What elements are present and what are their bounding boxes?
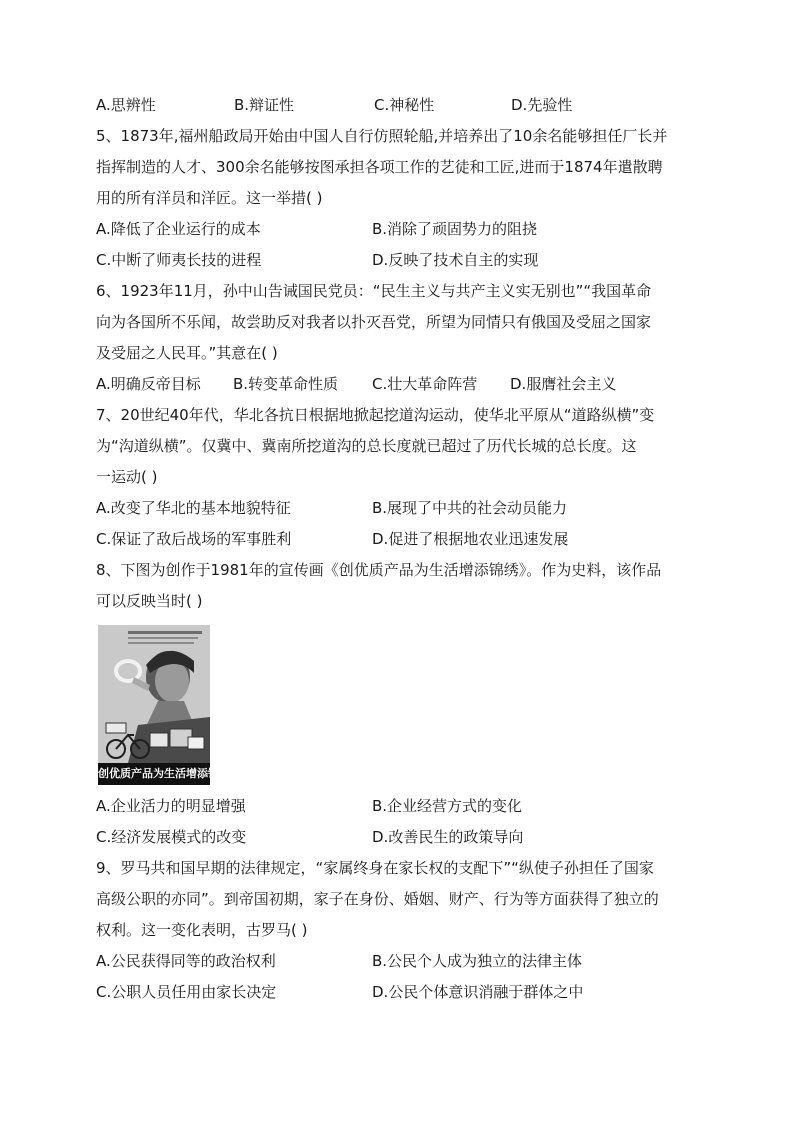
q9-stem-line-1: 9、罗马共和国早期的法律规定，“家属终身在家长权的支配下”“纵使子孙担任了国家 <box>96 859 654 877</box>
q4-option-c[interactable]: C.神秘性 <box>374 96 435 114</box>
q8-option-d[interactable]: D.改善民生的政策导向 <box>372 828 524 846</box>
q7-option-c[interactable]: C.保证了敌后战场的军事胜利 <box>96 530 292 548</box>
poster-caption: 创优质产品为生活增添锦绣 <box>98 763 210 785</box>
question-5 <box>96 121 706 276</box>
question-6 <box>96 276 706 400</box>
q5-stem-line-1: 5、1873年,福州船政局开始由中国人自行仿照轮船,并培养出了10余名能够担任厂长并 <box>96 127 668 145</box>
q7-stem-line-3: 一运动( ) <box>96 468 158 486</box>
q8-options-row-2 <box>96 822 706 853</box>
q8-stem-line-1: 8、下图为创作于1981年的宣传画《创优质产品为生活增添锦绣》。作为史料，该作品 <box>96 561 662 579</box>
q7-options-row-1 <box>96 493 706 524</box>
q4-options <box>96 90 706 121</box>
exam-page <box>96 90 706 1008</box>
q5-options-row-2 <box>96 245 706 276</box>
q5-options-row-1 <box>96 214 706 245</box>
q7-option-a[interactable]: A.改变了华北的基本地貌特征 <box>96 499 291 517</box>
q8-option-a[interactable]: A.企业活力的明显增强 <box>96 797 246 815</box>
q4-option-b[interactable]: B.辩证性 <box>234 96 295 114</box>
q6-stem-line-3: 及受屈之人民耳。”其意在( ) <box>96 344 278 362</box>
q9-options-row-2 <box>96 977 706 1008</box>
q8-option-b[interactable]: B.企业经营方式的变化 <box>372 797 523 815</box>
q9-option-c[interactable]: C.公职人员任用由家长决定 <box>96 983 277 1001</box>
q8-options-row-1 <box>96 791 706 822</box>
question-9 <box>96 853 706 1008</box>
q8-option-c[interactable]: C.经济发展模式的改变 <box>96 828 247 846</box>
q6-options <box>96 369 706 400</box>
question-8 <box>96 555 706 853</box>
q9-option-b[interactable]: B.公民个人成为独立的法律主体 <box>372 952 583 970</box>
poster-illustration <box>98 625 210 785</box>
q6-stem-line-1: 6、1923年11月，孙中山告诫国民党员：“民生主义与共产主义实无别也”“我国革命 <box>96 282 652 300</box>
q4-option-d[interactable]: D.先验性 <box>511 96 573 114</box>
q5-stem-line-2: 指挥制造的人才、300余名能够按图承担各项工作的艺徒和工匠,进而于1874年遣散聘 <box>96 158 663 176</box>
q9-stem-line-3: 权利。这一变化表明，古罗马( ) <box>96 921 308 939</box>
q6-stem-line-2: 向为各国所不乐闻，故尝助反对我者以扑灭吾党，所望为同情只有俄国及受屈之国家 <box>96 313 652 331</box>
propaganda-poster-image <box>98 625 230 785</box>
q5-option-a[interactable]: A.降低了企业运行的成本 <box>96 220 261 238</box>
question-7 <box>96 400 706 555</box>
q7-option-d[interactable]: D.促进了根据地农业迅速发展 <box>372 530 569 548</box>
q5-option-b[interactable]: B.消除了顽固势力的阻挠 <box>372 220 538 238</box>
q7-stem-line-2: 为“沟道纵横”。仅冀中、冀南所挖道沟的总长度就已超过了历代长城的总长度。这 <box>96 437 637 455</box>
q6-option-b[interactable]: B.转变革命性质 <box>233 375 339 393</box>
q5-stem-line-3: 用的所有洋员和洋匠。这一举措( ) <box>96 189 323 207</box>
q9-options-row-1 <box>96 946 706 977</box>
q8-stem-line-2: 可以反映当时( ) <box>96 592 203 610</box>
q5-option-d[interactable]: D.反映了技术自主的实现 <box>372 251 539 269</box>
q7-stem-line-1: 7、20世纪40年代，华北各抗日根据地掀起挖道沟运动，使华北平原从“道路纵横”变 <box>96 406 655 424</box>
q9-option-d[interactable]: D.公民个体意识消融于群体之中 <box>372 983 584 1001</box>
q6-option-a[interactable]: A.明确反帝目标 <box>96 375 201 393</box>
q6-option-c[interactable]: C.壮大革命阵营 <box>372 375 478 393</box>
q9-stem-line-2: 高级公职的亦同”。到帝国初期，家子在身份、婚姻、财产、行为等方面获得了独立的 <box>96 890 659 908</box>
q7-options-row-2 <box>96 524 706 555</box>
q4-option-a[interactable]: A.思辨性 <box>96 96 156 114</box>
q9-option-a[interactable]: A.公民获得同等的政治权利 <box>96 952 276 970</box>
q5-option-c[interactable]: C.中断了师夷长技的进程 <box>96 251 262 269</box>
q6-option-d[interactable]: D.服膺社会主义 <box>510 375 617 393</box>
q7-option-b[interactable]: B.展现了中共的社会动员能力 <box>372 499 568 517</box>
